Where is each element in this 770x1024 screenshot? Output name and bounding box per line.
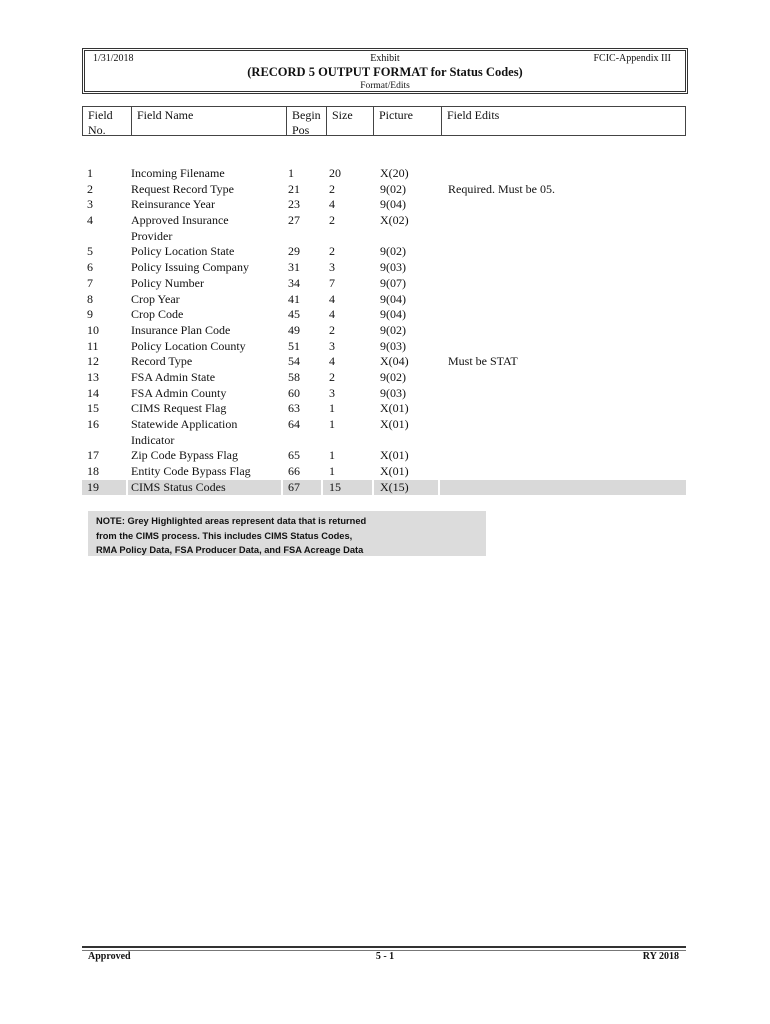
cell-picture: 9(02): [380, 181, 406, 196]
column-header-row: [82, 106, 686, 136]
table-row: [82, 354, 686, 370]
cell-begin-pos: 66: [288, 464, 300, 479]
table-row: [82, 182, 686, 198]
field-table: [82, 166, 686, 495]
cell-field-name-line: Indicator: [131, 432, 175, 447]
cell-field-name-line: FSA Admin State: [131, 369, 216, 384]
cell-begin-pos: 45: [288, 307, 300, 322]
col-field-name: Field Name: [131, 107, 286, 135]
cell-size: 2: [329, 181, 335, 196]
cell-field-name: [131, 260, 249, 276]
cell-picture: X(01): [380, 401, 409, 416]
cell-begin-pos: 67: [288, 479, 300, 494]
cell-field-no: 1: [87, 166, 93, 180]
cell-begin-pos: 41: [288, 291, 300, 306]
cell-size: 4: [329, 354, 335, 369]
table-row: [82, 417, 686, 448]
cell-picture: X(01): [380, 464, 409, 479]
cell-size: 2: [329, 322, 335, 337]
cell-field-name-line: Record Type: [131, 354, 193, 369]
cell-field-name: [131, 464, 251, 480]
cell-separator: [126, 480, 128, 496]
cell-picture: 9(07): [380, 275, 406, 290]
cell-field-no: 6: [87, 260, 93, 275]
cell-field-name: [131, 166, 225, 182]
table-row: [82, 339, 686, 355]
footer-status: Approved: [88, 951, 131, 962]
cell-field-edits: Must be STAT: [448, 354, 518, 369]
cell-size: 1: [329, 448, 335, 463]
cell-field-name: [131, 354, 192, 370]
cell-begin-pos: 49: [288, 322, 300, 337]
cell-picture: 9(02): [380, 322, 406, 337]
cell-picture: 9(02): [380, 244, 406, 259]
cell-begin-pos: 27: [288, 213, 300, 228]
cell-size: 3: [329, 338, 335, 353]
table-row: [82, 292, 686, 308]
cell-field-name: [131, 417, 237, 448]
cell-field-edits: Required. Must be 05.: [448, 181, 555, 196]
cell-begin-pos: 21: [288, 181, 300, 196]
cell-field-no: 4: [87, 213, 93, 228]
cell-size: 2: [329, 244, 335, 259]
cell-begin-pos: 29: [288, 244, 300, 259]
cell-field-no: 7: [87, 275, 93, 290]
col-field-no-line2: No.: [88, 123, 106, 137]
table-row: [82, 260, 686, 276]
cell-begin-pos: 63: [288, 401, 300, 416]
cell-field-name-line: Policy Issuing Company: [131, 260, 250, 275]
cell-field-name-line: Statewide Application: [131, 417, 238, 432]
cell-field-no: 12: [87, 354, 99, 369]
cell-separator: [321, 480, 323, 496]
page-subtitle: Format/Edits: [360, 81, 410, 91]
cell-field-name-line: CIMS Status Codes: [131, 479, 226, 494]
cell-field-no: 11: [87, 338, 99, 353]
header-appendix: FCIC-Appendix III: [593, 53, 671, 64]
cell-size: 4: [329, 291, 335, 306]
col-begin-pos-line2: Pos: [292, 123, 310, 137]
cell-size: 1: [329, 401, 335, 416]
cell-begin-pos: 60: [288, 385, 300, 400]
table-row: [82, 166, 686, 182]
col-field-no: [83, 107, 131, 135]
table-row: [82, 276, 686, 292]
cell-field-name-line: Crop Year: [131, 291, 180, 306]
table-row: [82, 307, 686, 323]
cell-field-name-line: Reinsurance Year: [131, 197, 215, 212]
cell-field-name: [131, 276, 204, 292]
cell-field-name-line: CIMS Request Flag: [131, 401, 227, 416]
cell-picture: 9(04): [380, 197, 406, 212]
cell-begin-pos: 1: [288, 166, 294, 180]
col-begin-pos-line1: Begin: [292, 108, 321, 122]
cell-begin-pos: 23: [288, 197, 300, 212]
table-row: [82, 386, 686, 402]
cell-field-name: [131, 182, 234, 198]
cell-field-name: [131, 213, 229, 244]
cell-picture: X(20): [380, 166, 409, 180]
cell-field-no: 3: [87, 197, 93, 212]
cell-field-name-line: Provider: [131, 228, 173, 243]
cell-picture: 9(03): [380, 338, 406, 353]
cell-field-name: [131, 339, 246, 355]
cell-field-name-line: FSA Admin County: [131, 385, 227, 400]
table-row: [82, 213, 686, 244]
table-row: [82, 480, 686, 496]
cell-separator: [438, 480, 440, 496]
footer-year: RY 2018: [642, 951, 679, 962]
cell-picture: X(04): [380, 354, 409, 369]
table-row: [82, 197, 686, 213]
cell-field-no: 2: [87, 181, 93, 196]
table-row: [82, 448, 686, 464]
cell-field-name: [131, 386, 226, 402]
cell-field-no: 8: [87, 291, 93, 306]
footer-page-number: 5 - 1: [375, 951, 395, 962]
col-size: Size: [326, 107, 373, 135]
cell-field-no: 14: [87, 385, 99, 400]
cell-field-name-line: Approved Insurance: [131, 213, 229, 228]
note-line: RMA Policy Data, FSA Producer Data, and FSA Acreage Data: [96, 545, 364, 555]
cell-field-name-line: Incoming Filename: [131, 166, 225, 180]
col-field-edits: Field Edits: [441, 107, 687, 135]
page-title: (RECORD 5 OUTPUT FORMAT for Status Codes): [247, 65, 523, 79]
header-exhibit: Exhibit: [370, 53, 400, 64]
col-field-no-line1: Field: [88, 108, 113, 122]
cell-field-no: 10: [87, 322, 99, 337]
cell-picture: 9(02): [380, 369, 406, 384]
cell-field-name-line: Crop Code: [131, 307, 184, 322]
col-picture: Picture: [373, 107, 441, 135]
cell-picture: 9(03): [380, 385, 406, 400]
cell-field-name-line: Policy Location County: [131, 338, 246, 353]
cell-begin-pos: 51: [288, 338, 300, 353]
note-line: from the CIMS process. This includes CIMS Status Codes,: [96, 530, 353, 541]
cell-field-name-line: Policy Location State: [131, 244, 235, 259]
cell-picture: X(01): [380, 448, 409, 463]
cell-size: 2: [329, 213, 335, 228]
cell-picture: 9(03): [380, 260, 406, 275]
cell-field-no: 15: [87, 401, 99, 416]
cell-size: 15: [329, 479, 341, 494]
col-begin-pos: [286, 107, 326, 135]
cell-field-name-line: Entity Code Bypass Flag: [131, 464, 251, 479]
cell-size: 2: [329, 369, 335, 384]
cell-field-name-line: Policy Number: [131, 275, 204, 290]
cell-field-name-line: Zip Code Bypass Flag: [131, 448, 238, 463]
cell-picture: X(15): [380, 479, 409, 494]
cell-field-no: 16: [87, 417, 99, 432]
table-row: [82, 401, 686, 417]
cell-begin-pos: 54: [288, 354, 300, 369]
cell-picture: 9(04): [380, 307, 406, 322]
header-date: 1/31/2018: [93, 53, 134, 64]
cell-field-name: [131, 292, 180, 308]
note-box: [88, 511, 486, 556]
cell-separator: [281, 480, 283, 496]
cell-picture: X(01): [380, 417, 409, 432]
cell-begin-pos: 31: [288, 260, 300, 275]
cell-field-no: 5: [87, 244, 93, 259]
cell-field-no: 18: [87, 464, 99, 479]
page-header: [82, 48, 688, 94]
cell-field-name: [131, 197, 215, 213]
cell-field-name: [131, 244, 234, 260]
cell-size: 7: [329, 275, 335, 290]
cell-begin-pos: 58: [288, 369, 300, 384]
cell-field-name: [131, 480, 226, 496]
cell-field-no: 9: [87, 307, 93, 322]
table-row: [82, 244, 686, 260]
cell-size: 4: [329, 307, 335, 322]
cell-size: 3: [329, 260, 335, 275]
cell-size: 4: [329, 197, 335, 212]
cell-separator: [372, 480, 374, 496]
cell-size: 1: [329, 417, 335, 432]
cell-begin-pos: 64: [288, 417, 300, 432]
cell-begin-pos: 65: [288, 448, 300, 463]
cell-field-name: [131, 448, 238, 464]
cell-field-name: [131, 370, 215, 386]
cell-field-no: 19: [87, 479, 99, 494]
cell-size: 20: [329, 166, 341, 180]
cell-field-name: [131, 401, 226, 417]
cell-size: 1: [329, 464, 335, 479]
cell-field-name-line: Insurance Plan Code: [131, 322, 231, 337]
table-row: [82, 323, 686, 339]
cell-field-no: 17: [87, 448, 99, 463]
table-row: [82, 370, 686, 386]
note-line: NOTE: Grey Highlighted areas represent data that is returned: [96, 516, 367, 526]
cell-picture: 9(04): [380, 291, 406, 306]
cell-field-name: [131, 323, 230, 339]
table-row: [82, 464, 686, 480]
cell-begin-pos: 34: [288, 275, 300, 290]
cell-field-name: [131, 307, 183, 323]
cell-field-name-line: Request Record Type: [131, 181, 234, 196]
cell-field-no: 13: [87, 369, 99, 384]
cell-size: 3: [329, 385, 335, 400]
cell-picture: X(02): [380, 213, 409, 228]
